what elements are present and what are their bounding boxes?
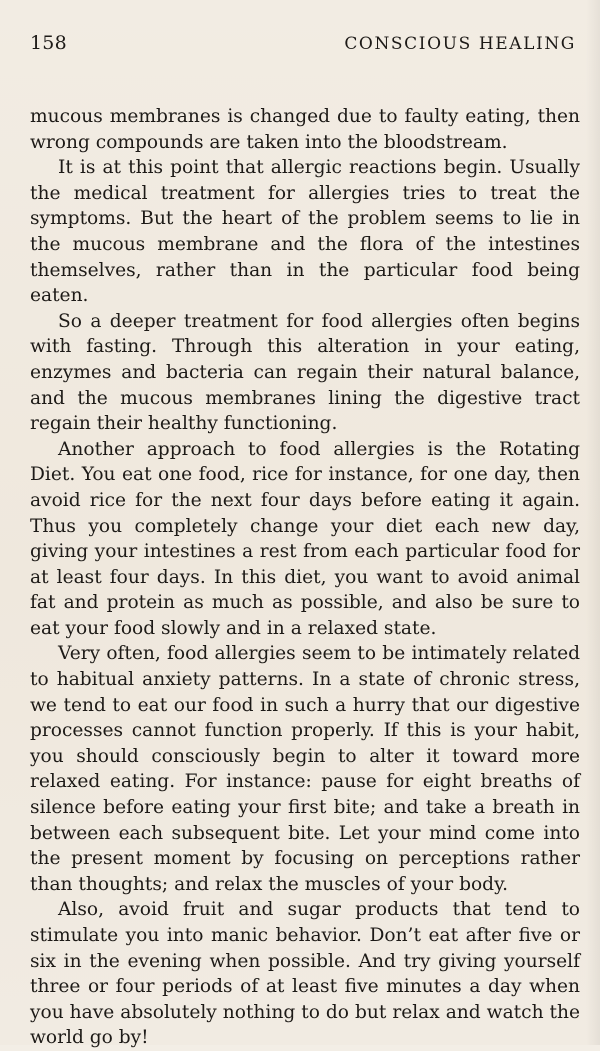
- page-number: 158: [30, 32, 67, 54]
- paragraph-3: So a deeper treatment for food allergies often begins with fasting. Through this alteration in your eating, enzymes and bacteria can regain their natural balance, and the mucous membranes lining the digestive tract regain their healthy functioning.: [30, 310, 580, 435]
- paragraph-4: Another approach to food allergies is the Rotating Diet. You eat one food, rice for instance, for one day, then avoid rice for the next four days before eating it again. Thus you completely change your diet each new day, giving your intestines a rest from each particular food for at least four days. In this diet, you want to avoid animal fat and protein as much as possible, and also be sure to eat your food slowly and in a relaxed state.: [30, 438, 580, 639]
- page-edge-shadow: [586, 0, 600, 1045]
- page-header: [30, 32, 576, 58]
- running-title: CONSCIOUS HEALING: [344, 34, 576, 54]
- body-text: [30, 104, 580, 1051]
- paragraph-2: It is at this point that allergic reactions begin. Usually the medical treatment for allergies tries to treat the symptoms. But the heart of the problem seems to lie in the mucous membrane and the flora of the intestines themselves, rather than in the particular food being eaten.: [30, 157, 580, 307]
- paragraph-6: Also, avoid fruit and sugar products that tend to stimulate you into manic behavior. Don’t eat after five or six in the evening when possible. And try giving yourself three or four periods of at least five minutes a day when you have absolutely nothing to do but relax and watch the world go by!: [30, 899, 580, 1049]
- paragraph-5: Very often, food allergies seem to be intimately related to habitual anxiety patterns. In a state of chronic stress, we tend to eat our food in such a hurry that our digestive processes cannot function properly. If this is your habit, you should consciously begin to alter it toward more relaxed eating. For instance: pause for eight breaths of silence before eating your first bite; and take a breath in between each subsequent bite. Let your mind come into the present moment by focusing on perceptions rather than thoughts; and relax the muscles of your body.: [30, 643, 580, 895]
- paragraph-1: mucous membranes is changed due to faulty eating, then wrong compounds are taken into the bloodstream.: [30, 106, 580, 153]
